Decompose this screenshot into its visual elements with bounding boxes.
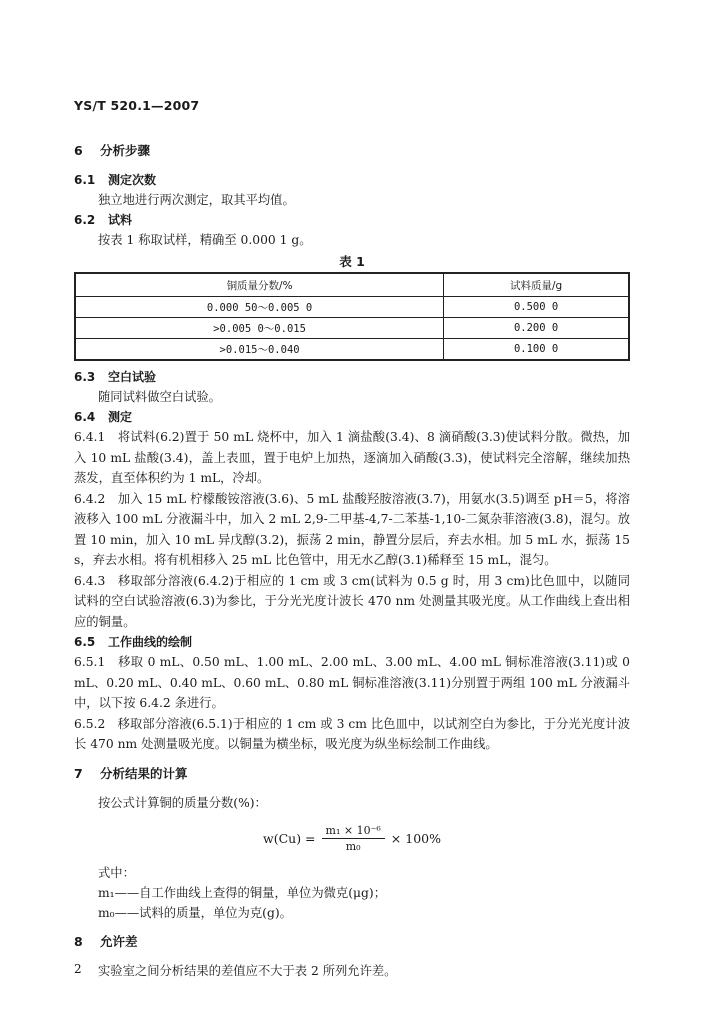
subsection-number: 6.1: [74, 173, 96, 187]
table-cell: >0.005 0～0.015: [75, 318, 444, 339]
subsection-number: 6.5: [74, 635, 96, 649]
table-cell: >0.015～0.040: [75, 339, 444, 361]
subsection-title: 测定次数: [108, 173, 157, 187]
table-cell: 0.500 0: [444, 297, 629, 318]
section-title: 分析步骤: [100, 143, 151, 158]
section-8-heading: [74, 933, 630, 951]
formula-denominator: m₀: [345, 840, 361, 853]
subsection-number: 6.4: [74, 410, 96, 424]
section-number: 8: [74, 933, 83, 949]
clause-6-4-1: 6.4.1 将试料(6.2)置于 50 mL 烧杯中，加入 1 滴盐酸(3.4)、8 滴硝酸(3.3)使试料分散。微热，加入 10 mL 盐酸(3.4)，盖上表皿，置于电炉上加热，逐滴加入硝酸(3.3)，使试料完全溶解，继续加热蒸发，直至体积约为 1 mL，冷却。: [74, 430, 630, 485]
subsection-number: 6.3: [74, 370, 96, 384]
table-1: [74, 272, 630, 361]
subsection-title: 试料: [108, 213, 133, 227]
standard-code: YS/T 520.1—2007: [74, 98, 200, 113]
table-header-cell: 试料质量/g: [444, 273, 629, 297]
formula-definition: m₁——自工作曲线上查得的铜量，单位为微克(μg)；: [98, 885, 386, 900]
table-header-cell: 铜质量分数/%: [75, 273, 444, 297]
subsection-number: 6.2: [74, 213, 96, 227]
page-number: 2: [74, 962, 82, 976]
section-title: 允许差: [100, 933, 138, 949]
formula-numerator: m₁ × 10⁻⁶: [322, 824, 385, 839]
clause-6-4-3: 6.4.3 移取部分溶液(6.4.2)于相应的 1 cm 或 3 cm(试料为 0.5 g 时，用 3 cm)比色皿中，以随同试料的空白试验溶液(6.3)为参比，于分光光度计波长 470 nm 处测量其吸光度。从工作曲线上查出相应的铜量。: [74, 573, 630, 629]
subsection-6-3-text: 随同试料做空白试验。: [98, 390, 221, 404]
clause-6-5-2: 6.5.2 移取部分溶液(6.5.1)于相应的 1 cm 或 3 cm 比色皿中，以试剂空白为参比，于分光光度计波长 470 nm 处测量吸光度。以铜量为横坐标，吸光度为纵坐标绘制工作曲线。: [74, 716, 630, 751]
section-8-text: 实验室之间分析结果的差值应不大于表 2 所列允许差。: [98, 963, 397, 978]
formula-fraction: [322, 824, 385, 853]
table-cell: 0.000 50～0.005 0: [75, 297, 444, 318]
section-6-heading: [74, 142, 630, 160]
subsection-6-2-text: 按表 1 称取试样，精确至 0.000 1 g。: [98, 233, 312, 247]
clause-6-5-1: 6.5.1 移取 0 mL、0.50 mL、1.00 mL、2.00 mL、3.00 mL、4.00 mL 铜标准溶液(3.11)或 0 mL、0.20 mL、0.40 mL、0.60 mL、0.80 mL 铜标准溶液(3.11)分别置于两组 100 mL 分液漏斗中，以下按 6.4.2 条进行。: [74, 655, 630, 710]
table-row: [75, 318, 629, 339]
calculation-intro: 按公式计算铜的质量分数(%)：: [98, 795, 267, 810]
formula-rhs: × 100%: [390, 831, 441, 846]
formula-definition: m₀——试料的质量，单位为克(g)。: [98, 905, 292, 920]
subsection-6-1-text: 独立地进行两次测定，取其平均值。: [98, 193, 295, 207]
subsection-title: 空白试验: [108, 370, 157, 384]
table-cell: 0.200 0: [444, 318, 629, 339]
table-header-row: [75, 273, 629, 297]
table-1-title: 表 1: [339, 254, 365, 269]
subsection-title: 测定: [108, 410, 133, 424]
subsection-6-5-heading: [74, 632, 630, 652]
section-number: 6: [74, 143, 83, 158]
copper-mass-fraction-formula: [74, 821, 630, 857]
subsection-6-1-heading: [74, 170, 630, 190]
clause-6-4-2: 6.4.2 加入 15 mL 柠檬酸铵溶液(3.6)、5 mL 盐酸羟胺溶液(3.7)，用氨水(3.5)调至 pH＝5，将溶液移入 100 mL 分液漏斗中，加入 2 mL 2,9-二甲基-4,7-二苯基-1,10-二氮杂菲溶液(3.8)，混匀。放置 10 min，加入 10 mL 异戊醇(3.2)，振荡 2 min，静置分层后，弃去水相。加 5 mL 水，振荡 15 s，弃去水相。将有机相移入 25 mL 比色管中，用无水乙醇(3.1)稀释至 15 mL，混匀。: [74, 491, 630, 567]
subsection-6-4-heading: [74, 407, 630, 427]
table-row: [75, 297, 629, 318]
subsection-6-3-heading: [74, 367, 630, 387]
table-row: [75, 339, 629, 361]
section-title: 分析结果的计算: [100, 765, 188, 781]
subsection-title: 工作曲线的绘制: [108, 635, 193, 649]
section-7-heading: [74, 765, 630, 783]
formula-lhs: w(Cu) =: [263, 831, 316, 846]
table-cell: 0.100 0: [444, 339, 629, 361]
subsection-6-2-heading: [74, 210, 630, 230]
section-number: 7: [74, 765, 83, 781]
document-body: [74, 142, 630, 981]
formula-where: 式中：: [98, 865, 135, 880]
